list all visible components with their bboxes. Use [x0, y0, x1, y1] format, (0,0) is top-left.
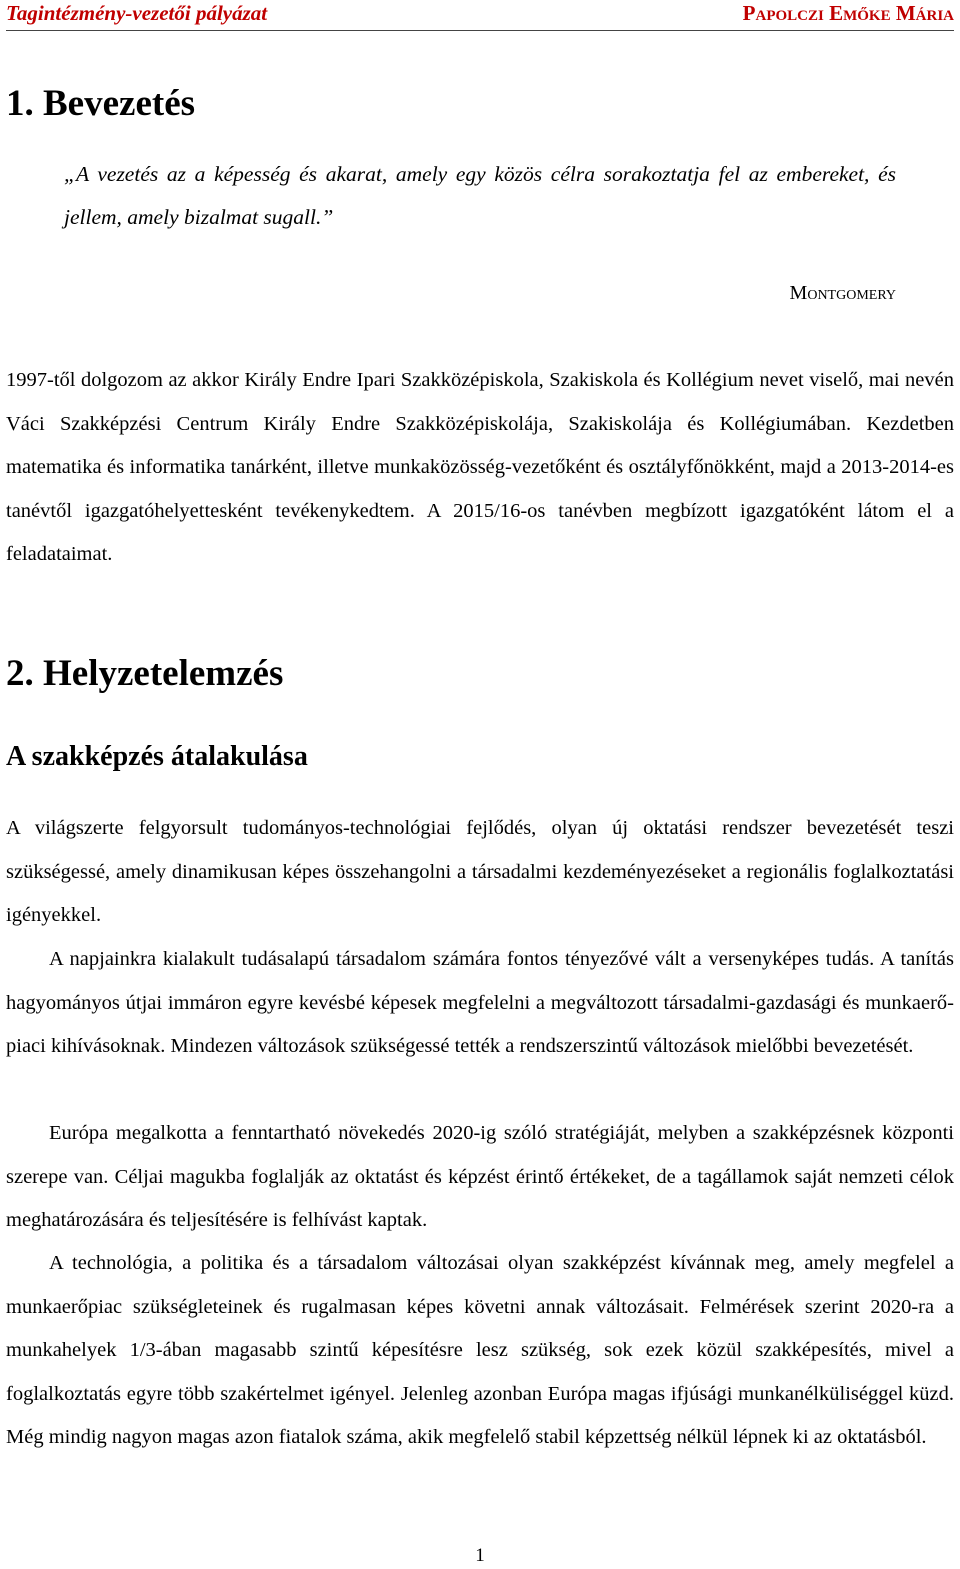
epigraph-author: Montgomery — [789, 282, 896, 304]
page-header — [6, 0, 954, 26]
section-heading-situation-analysis: 2. Helyzetelemzés — [6, 653, 284, 694]
epigraph-quote: „A vezetés az a képesség és akarat, amely egy közös célra sorakoztatja fel az embereket, és jellem, amely bizalmat sugall.” — [64, 162, 896, 229]
header-author: Papolczi Emőke Mária — [742, 1, 954, 25]
analysis-paragraph-4: A technológia, a politika és a társadalom változásai olyan szakképzést kívánnak meg, amely megfelel a munkaerőpiac szükségleteinek és rugalmasan képes követni annak változásait. Felmérések szerint 2020-ra a munkahelyek 1/3-ában magasabb szintű képesítésre lesz szükség, sok ezek közül szakképesítés, mivel a foglalkoztatás egyre több szakértelmet igényel. Jelenleg azonban Európa magas ifjúsági munkanélküliséggel küzd. Még mindig nagyon magas azon fiatalok száma, akik megfelelő stabil képzettség nélkül lépnek ki az oktatásból. — [6, 1252, 954, 1448]
analysis-paragraph-1: A világszerte felgyorsult tudományos-technológiai fejlődés, olyan új oktatási rendszer bevezetését teszi szükségessé, amely dinamikusan képes összehangolni a társadalmi kezdeményezéseket a regionális foglalkoztatási igényekkel. — [6, 817, 954, 926]
intro-paragraph: 1997-től dolgozom az akkor Király Endre Ipari Szakközépiskola, Szakiskola és Kollégium nevet viselő, mai nevén Váci Szakképzési Centrum Király Endre Szakközépiskolája, Szakiskolája és Kollégiumában. Kezdetben matematika és informatika tanárként, illetve munkaközösség-vezetőként és osztályfőnökként, majd a 2013-2014-es tanévtől igazgatóhelyettesként tevékenykedtem. A 2015/16-os tanévben megbízott igazgatóként látom el a feladataimat. — [6, 369, 954, 565]
header-divider — [6, 30, 954, 31]
analysis-paragraph-2: A napjainkra kialakult tudásalapú társadalom számára fontos tényezővé vált a versenyképes tudás. A tanítás hagyományos útjai immáron egyre kevésbé képesek megfelelni a megváltozott társadalmi-gazdasági és munkaerő-piaci kihívásoknak. Mindezen változások szükségessé tették a rendszerszintű változások mielőbbi bevezetését. — [6, 948, 954, 1057]
header-title: Tagintézmény-vezetői pályázat — [6, 1, 268, 25]
page-number: 1 — [475, 1545, 485, 1566]
section-heading-introduction: 1. Bevezetés — [6, 83, 196, 124]
analysis-paragraph-3: Európa megalkotta a fenntartható növekedés 2020-ig szóló stratégiáját, melyben a szakképzésnek központi szerepe van. Céljai magukba foglalják az oktatást és képzést érintő értékeket, de a tagállamok saját nemzeti célok meghatározására és teljesítésére is felhívást kaptak. — [6, 1122, 954, 1231]
subsection-heading: A szakképzés átalakulása — [6, 741, 308, 772]
